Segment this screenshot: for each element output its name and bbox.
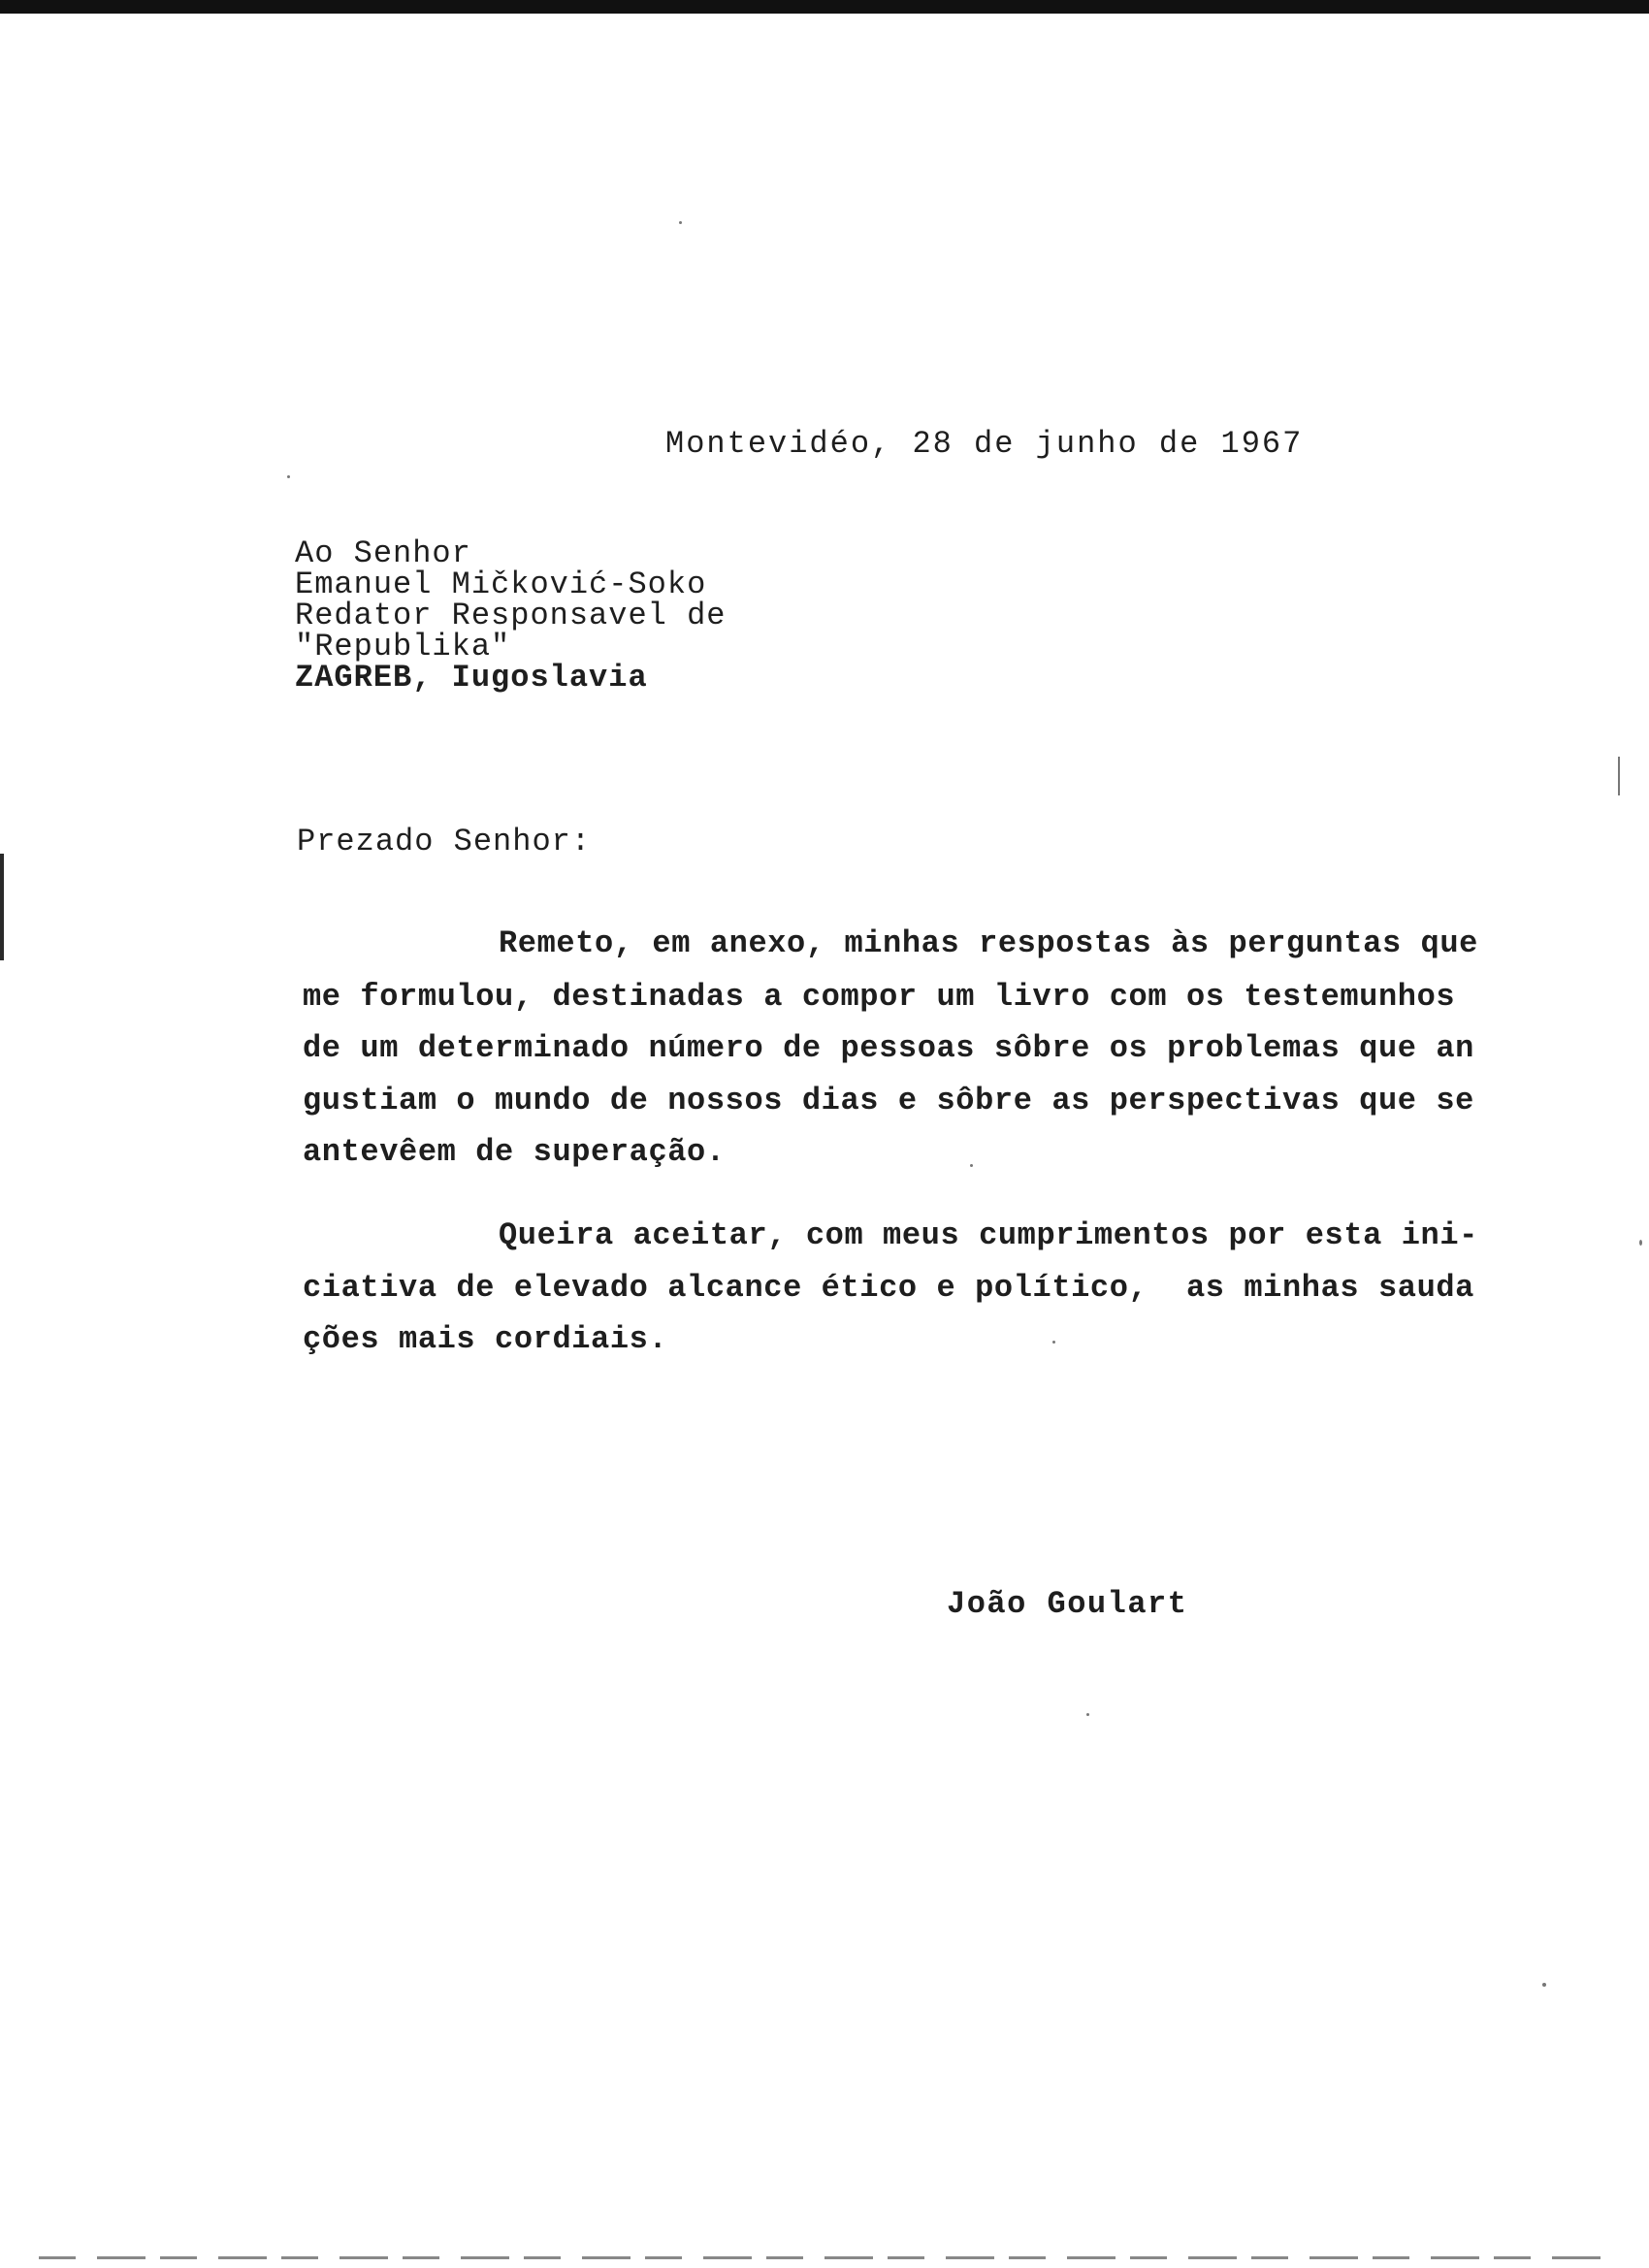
paragraph-1-line-2: me formulou, destinadas a compor um livro com os testemunhos — [303, 979, 1456, 1015]
signature: João Goulart — [947, 1586, 1188, 1622]
recipient-line-3: Redator Responsavel de — [295, 598, 727, 633]
date-line: Montevidéo, 28 de junho de 1967 — [665, 426, 1304, 462]
paragraph-2-line-2: ciativa de elevado alcance ético e político, as minhas sauda — [303, 1270, 1474, 1306]
recipient-line-1: Ao Senhor — [295, 535, 471, 571]
paragraph-1-line-1: Remeto, em anexo, minhas respostas às perguntas que — [499, 925, 1478, 961]
recipient-line-4: "Republika" — [295, 629, 511, 664]
paragraph-2-line-3: ções mais cordiais. — [303, 1321, 668, 1357]
scan-top-edge — [0, 0, 1649, 14]
paragraph-1-line-4: gustiam o mundo de nossos dias e sôbre as perspectivas que se — [303, 1083, 1474, 1118]
scan-bottom-edge — [39, 2256, 1610, 2259]
scan-left-edge — [0, 854, 4, 960]
paragraph-2-line-1: Queira aceitar, com meus cumprimentos por esta ini- — [499, 1217, 1478, 1253]
paragraph-1-line-5: antevêem de superação. — [303, 1134, 726, 1170]
recipient-line-5: ZAGREB, Iugoslavia — [295, 660, 648, 696]
recipient-line-2: Emanuel Mičković-Soko — [295, 567, 707, 602]
salutation: Prezado Senhor: — [297, 824, 592, 859]
paragraph-1-line-3: de um determinado número de pessoas sôbre os problemas que an — [303, 1030, 1474, 1066]
